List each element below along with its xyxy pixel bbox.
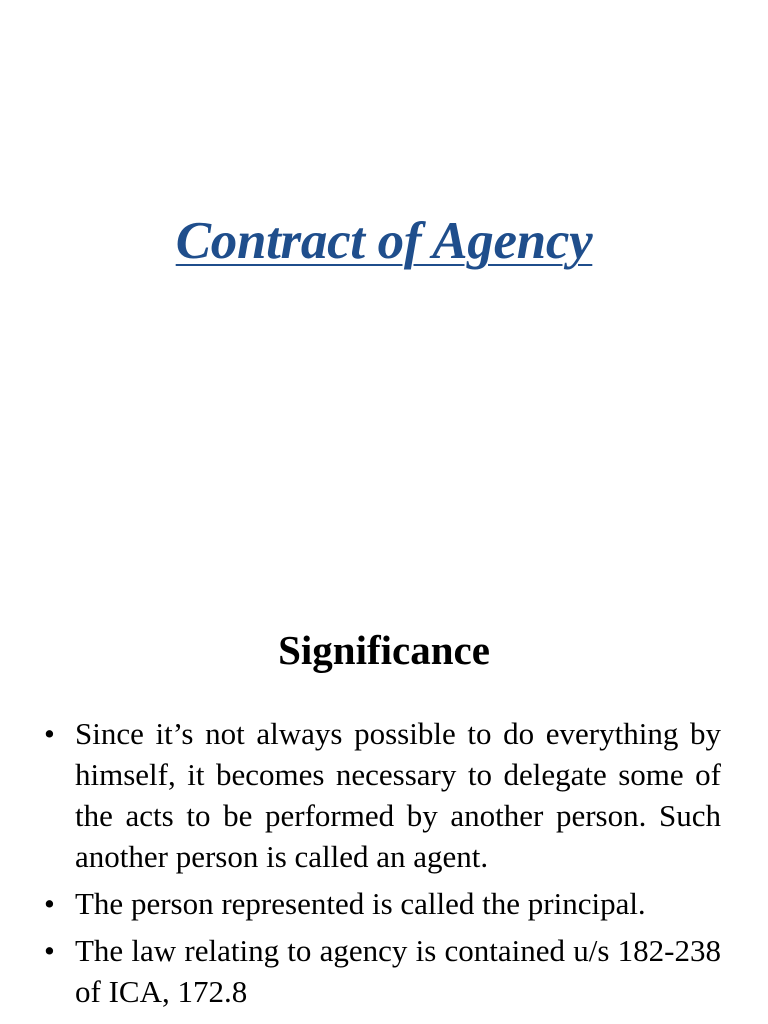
bullet-item [44, 713, 721, 877]
bullet-icon: • [44, 716, 55, 751]
bullet-item [44, 930, 721, 1012]
title-container [0, 205, 768, 277]
bullet-icon: • [44, 886, 55, 921]
bullet-text: The law relating to agency is contained u/s 182-238 of ICA, 172.8 [75, 933, 721, 1009]
bullet-icon: • [44, 933, 55, 968]
bullet-text: Since it’s not always possible to do everything by himself, it becomes necessary to delegate some of the acts to be performed by another person. Such another person is called an agent. [75, 716, 721, 874]
bullet-list [44, 713, 721, 1012]
bullet-text: The person represented is called the principal. [75, 886, 646, 921]
bullet-item [44, 883, 721, 924]
slide-title: Contract of Agency [175, 212, 593, 270]
section-heading: Significance [278, 627, 490, 673]
